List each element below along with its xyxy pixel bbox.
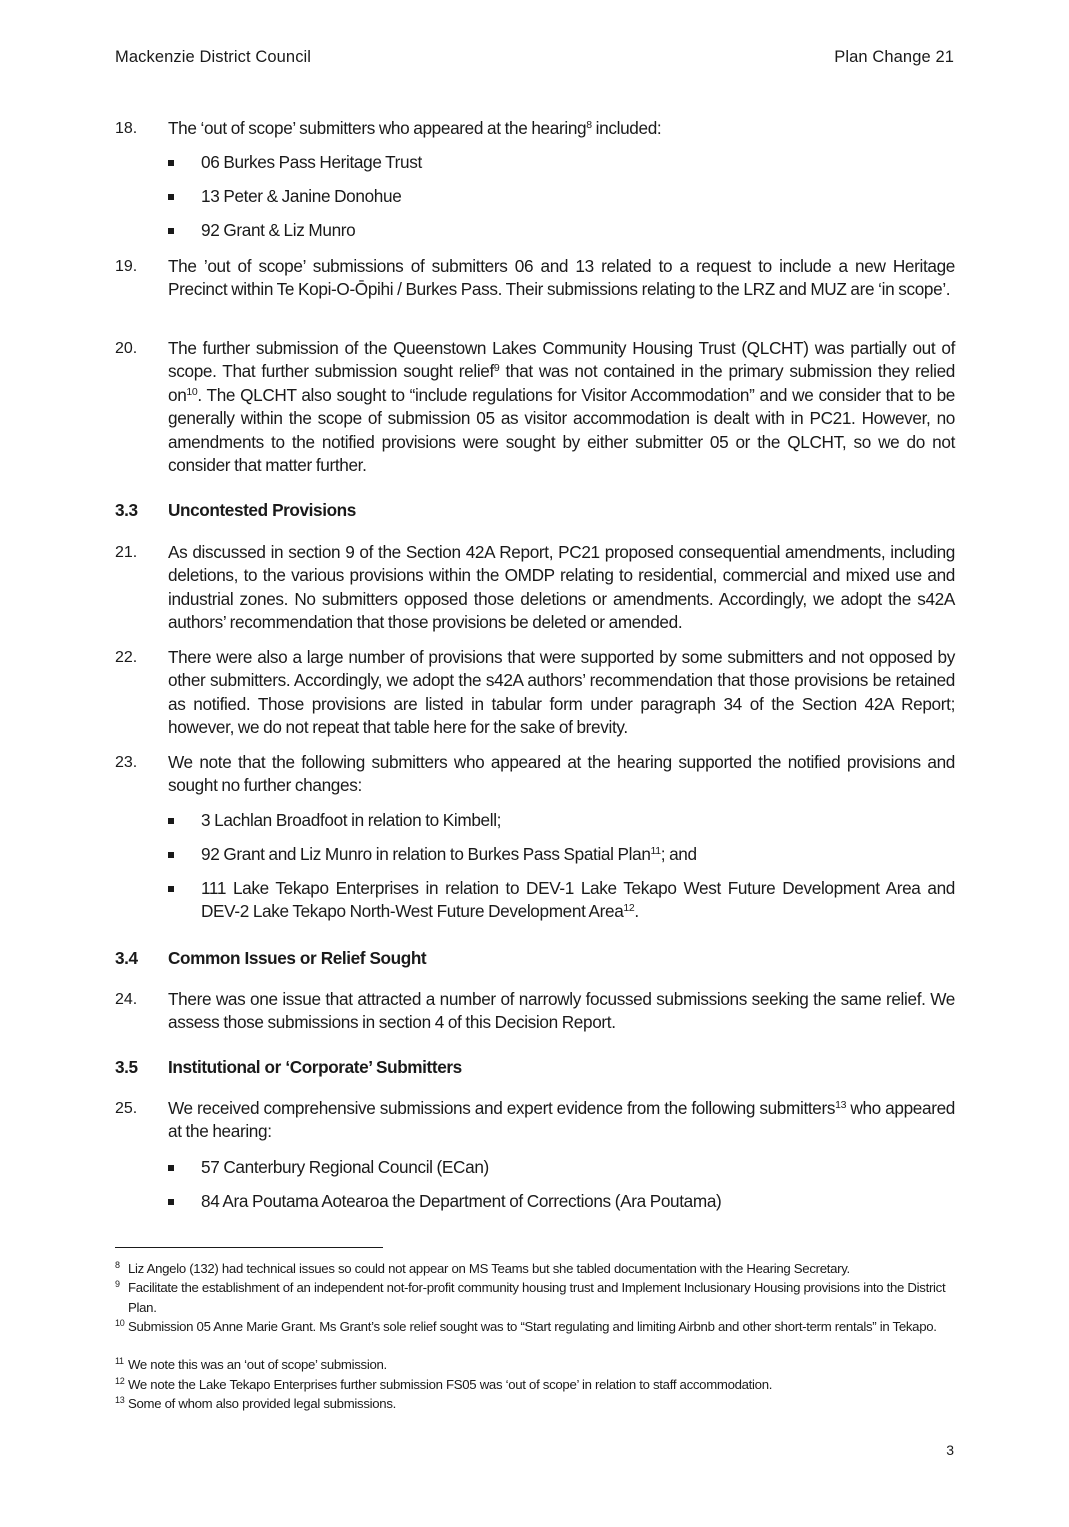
footnote-separator [115, 1247, 383, 1248]
list-item: 111 Lake Tekapo Enterprises in relation to DEV-1 Lake Tekapo West Future Development Area and DEV-2 Lake Tekapo North-West Future Development Area$^{12}$. [168, 877, 955, 924]
list-item: 3 Lachlan Broadfoot in relation to Kimbell; [168, 809, 955, 832]
list-item: 06 Burkes Pass Heritage Trust [168, 151, 955, 174]
footnote-ref: 13 [835, 1099, 847, 1111]
footnote-12: 12 We note the Lake Tekapo Enterprises further submission FS05 was ‘out of scope’ in relation to staff accommodation. [115, 1376, 773, 1392]
list-item: 92 Grant and Liz Munro in relation to Burkes Pass Spatial Plan$^{11}$; and [168, 843, 955, 866]
footnote-ref: 10 [186, 385, 198, 398]
footnote-10: 10 Submission 05 Anne Marie Grant. Ms Grant’s sole relief sought was to “Start regulating and limiting Airbnb and other short-term rentals” in Tekapo. [115, 1318, 937, 1334]
list-item: 84 Ara Poutama Aotearoa the Department of Corrections (Ara Poutama) [168, 1190, 955, 1213]
bullet-icon [168, 194, 174, 200]
footnote-ref: 9 [493, 362, 500, 375]
bullet-icon [168, 1199, 174, 1205]
footnote-8: 8 Liz Angelo (132) had technical issues so could not appear on MS Teams but she tabled documentation with the Hearing Secretary. [115, 1260, 850, 1276]
footnote-ref: 11 [650, 845, 661, 857]
paragraph-number: 24. [115, 991, 138, 1008]
footnote-ref: 12 [623, 902, 635, 915]
list-item: 92 Grant & Liz Munro [168, 219, 955, 242]
bullet-icon [168, 818, 174, 824]
list-item: 57 Canterbury Regional Council (ECan) [168, 1156, 955, 1179]
paragraph-number: 19. [115, 258, 138, 275]
paragraph-24: 24. There was one issue that attracted a number of narrowly focussed submissions seeking the same relief. We assess those submissions in section 4 of this Decision Report. [115, 989, 955, 1033]
paragraph-number: 21. [115, 544, 138, 561]
paragraph-19: 19. The ’out of scope’ submissions of submitters 06 and 13 related to a request to include a new Heritage Precinct within Te Kopi-O-Ōpihi / Burkes Pass. Their submissions relating to the LRZ and MUZ are ‘in scope’. [115, 256, 955, 300]
list-item: 13 Peter & Janine Donohue [168, 185, 955, 208]
paragraph-number: 25. [115, 1100, 138, 1117]
bullet-icon [168, 852, 174, 858]
bullet-icon [168, 228, 174, 234]
paragraph-18: 18. The ‘out of scope’ submitters who appeared at the hearing$^8$ included: [115, 117, 955, 140]
paragraph-20: 20. The further submission of the Queenstown Lakes Community Housing Trust (QLCHT) was partially out of scope. That further submission sought relief$^9$ that was not contained in the primary submission they relied $on^{10}$. The QLCHT also sought to “include regulations for Visitor Accommodation” and we consider that to be generally within the scope of submission 05 as visitor accommodation is dealt with in PC21. However, no amendments to the notified provisions were sought by either submitter 05 or the QLCHT, so we do not consider that matter further. [115, 338, 955, 476]
paragraph-21: 21. As discussed in section 9 of the Section 42A Report, PC21 proposed consequential amendments, including deletions, to the various provisions within the OMDP relating to residential, commercial and mixed use and industrial zones. No submitters opposed those deletions or amendments. Accordingly, we adopt the s42A authors’ recommendation that those provisions be deleted or amended. [115, 542, 955, 633]
section-heading-3-4: 3.4 Common Issues or Relief Sought [115, 948, 427, 968]
paragraph-number: 23. [115, 754, 138, 771]
paragraph-number: 20. [115, 340, 138, 357]
paragraph-23: 23. We note that the following submitters who appeared at the hearing supported the notified provisions and sought no further changes: [115, 752, 955, 796]
footnote-11: 11 We note this was an ‘out of scope’ submission. [115, 1356, 387, 1372]
section-heading-3-5: 3.5 Institutional or ‘Corporate’ Submitters [115, 1057, 462, 1077]
bullet-icon [168, 1165, 174, 1171]
paragraph-number: 22. [115, 649, 138, 666]
header-left: Mackenzie District Council [115, 48, 312, 66]
paragraph-number: 18. [115, 120, 138, 137]
page-number: 3 [946, 1442, 954, 1458]
footnote-9: 9 Facilitate the establishment of an independent not-for-profit community housing trust and Implement Inclusionary Housing provisions into the District Plan. [115, 1279, 946, 1315]
section-heading-3-3: 3.3 Uncontested Provisions [115, 500, 356, 520]
footnote-13: 13 Some of whom also provided legal submissions. [115, 1395, 396, 1411]
paragraph-25: 25. We received comprehensive submissions and expert evidence from the following submitters$^{13}$ who appeared at the hearing: [115, 1098, 955, 1142]
bullet-icon [168, 160, 174, 166]
bullet-icon [168, 886, 174, 892]
footnote-ref: 8 [586, 119, 592, 131]
header-right: Plan Change 21 [834, 48, 954, 66]
paragraph-22: 22. There were also a large number of provisions that were supported by some submitters and not opposed by other submitters. Accordingly, we adopt the s42A authors’ recommendation that those provisions be retained as notified. Those provisions are listed in tabular form under paragraph 34 of the Section 42A Report; however, we do not repeat that table here for the sake of brevity. [115, 647, 955, 738]
